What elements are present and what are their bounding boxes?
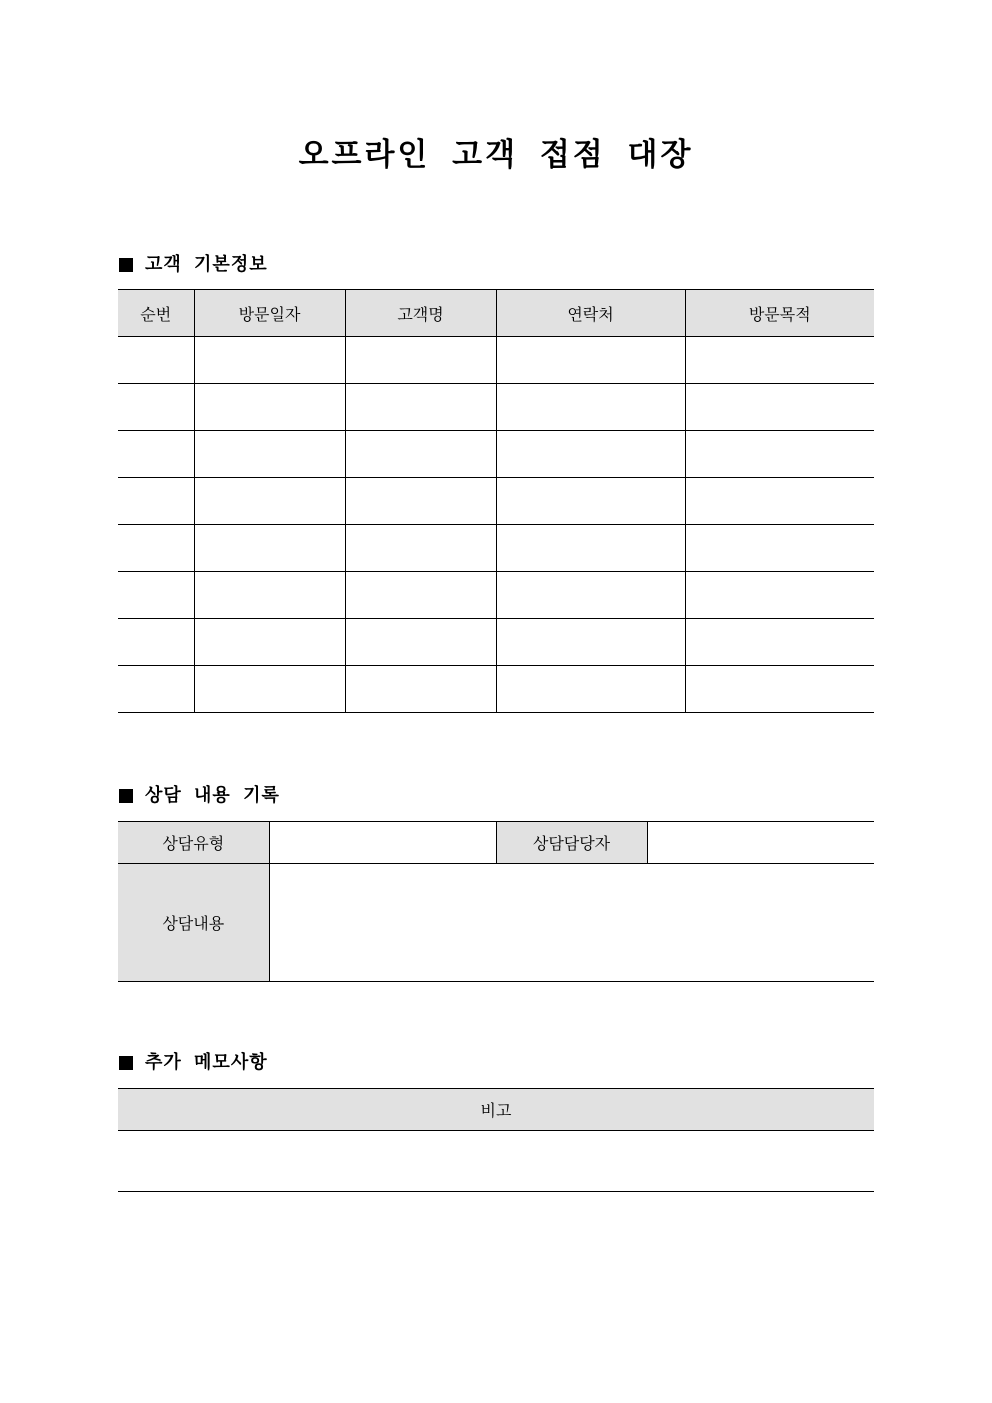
table-row xyxy=(118,478,874,525)
visit-purpose-cell[interactable] xyxy=(685,525,874,572)
section-heading-text: 추가 메모사항 xyxy=(145,1052,268,1073)
customer-name-cell[interactable] xyxy=(345,572,496,619)
memo-table xyxy=(118,1088,874,1192)
column-header-customer-name: 고객명 xyxy=(345,290,496,337)
visit-purpose-cell[interactable] xyxy=(685,619,874,666)
visit-date-cell[interactable] xyxy=(194,478,345,525)
contact-cell[interactable] xyxy=(496,572,685,619)
no-cell[interactable] xyxy=(118,384,194,431)
visit-date-cell[interactable] xyxy=(194,337,345,384)
customer-name-cell[interactable] xyxy=(345,478,496,525)
consult-type-label: 상담유형 xyxy=(118,822,269,864)
column-header-no: 순번 xyxy=(118,290,194,337)
consultant-label: 상담담당자 xyxy=(496,822,647,864)
table-row xyxy=(118,384,874,431)
contact-cell[interactable] xyxy=(496,619,685,666)
table-row xyxy=(118,822,874,864)
visit-purpose-cell[interactable] xyxy=(685,384,874,431)
no-cell[interactable] xyxy=(118,431,194,478)
no-cell[interactable] xyxy=(118,337,194,384)
table-row xyxy=(118,525,874,572)
section-heading-memo xyxy=(119,1051,268,1075)
consult-content-label: 상담내용 xyxy=(118,864,269,982)
section-heading-text: 상담 내용 기록 xyxy=(145,785,280,806)
table-header-row xyxy=(118,1089,874,1131)
visit-date-cell[interactable] xyxy=(194,666,345,713)
column-header-visit-date: 방문일자 xyxy=(194,290,345,337)
table-row xyxy=(118,1131,874,1192)
contact-cell[interactable] xyxy=(496,384,685,431)
column-header-contact: 연락처 xyxy=(496,290,685,337)
no-cell[interactable] xyxy=(118,525,194,572)
column-header-visit-purpose: 방문목적 xyxy=(685,290,874,337)
section-heading-customer-info xyxy=(119,253,268,277)
customer-name-cell[interactable] xyxy=(345,384,496,431)
table-row xyxy=(118,666,874,713)
consultation-table xyxy=(118,821,874,982)
consult-type-field[interactable] xyxy=(269,822,496,864)
consult-content-field[interactable] xyxy=(269,864,874,982)
page-title: 오프라인 고객 접점 대장 xyxy=(298,137,694,173)
no-cell[interactable] xyxy=(118,619,194,666)
table-row xyxy=(118,337,874,384)
remarks-label: 비고 xyxy=(118,1089,874,1131)
remarks-field[interactable] xyxy=(118,1131,874,1192)
customer-name-cell[interactable] xyxy=(345,431,496,478)
section-heading-consultation xyxy=(119,784,280,808)
visit-purpose-cell[interactable] xyxy=(685,431,874,478)
visit-date-cell[interactable] xyxy=(194,619,345,666)
section-heading-text: 고객 기본정보 xyxy=(145,254,268,275)
no-cell[interactable] xyxy=(118,666,194,713)
visit-purpose-cell[interactable] xyxy=(685,478,874,525)
visit-purpose-cell[interactable] xyxy=(685,337,874,384)
visit-date-cell[interactable] xyxy=(194,431,345,478)
customer-info-table xyxy=(118,289,874,713)
customer-name-cell[interactable] xyxy=(345,337,496,384)
black-square-icon xyxy=(119,258,133,272)
customer-name-cell[interactable] xyxy=(345,525,496,572)
visit-purpose-cell[interactable] xyxy=(685,572,874,619)
table-row xyxy=(118,619,874,666)
contact-cell[interactable] xyxy=(496,666,685,713)
black-square-icon xyxy=(119,1056,133,1070)
table-row xyxy=(118,572,874,619)
contact-cell[interactable] xyxy=(496,431,685,478)
visit-date-cell[interactable] xyxy=(194,384,345,431)
contact-cell[interactable] xyxy=(496,337,685,384)
contact-cell[interactable] xyxy=(496,525,685,572)
no-cell[interactable] xyxy=(118,478,194,525)
customer-name-cell[interactable] xyxy=(345,666,496,713)
table-row xyxy=(118,864,874,982)
black-square-icon xyxy=(119,789,133,803)
customer-name-cell[interactable] xyxy=(345,619,496,666)
visit-purpose-cell[interactable] xyxy=(685,666,874,713)
visit-date-cell[interactable] xyxy=(194,572,345,619)
no-cell[interactable] xyxy=(118,572,194,619)
table-header-row xyxy=(118,290,874,337)
contact-cell[interactable] xyxy=(496,478,685,525)
visit-date-cell[interactable] xyxy=(194,525,345,572)
consultant-field[interactable] xyxy=(647,822,874,864)
table-row xyxy=(118,431,874,478)
